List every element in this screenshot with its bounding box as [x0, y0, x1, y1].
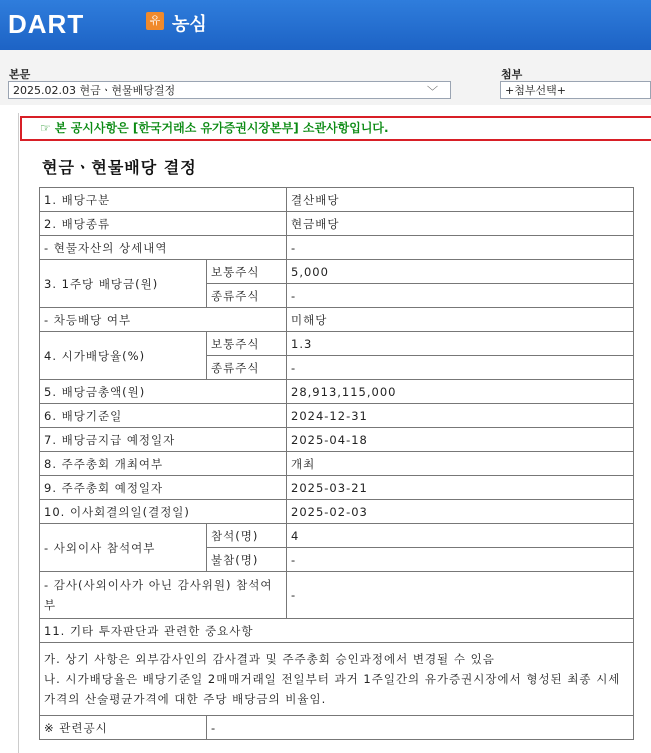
body-select[interactable]: [8, 81, 451, 99]
row-sublabel: 보통주식: [207, 332, 287, 356]
doc-title: 현금ㆍ현물배당 결정: [42, 158, 197, 177]
notice-banner: ☞ 본 공시사항은 [한국거래소 유가증권시장본부] 소관사항입니다.: [20, 116, 651, 141]
table-row: [40, 572, 634, 619]
row-value: 4: [287, 524, 634, 548]
row-label: - 현물자산의 상세내역: [40, 236, 287, 260]
row-value: -: [287, 356, 634, 380]
table-row: [40, 716, 634, 740]
table-row: [40, 212, 634, 236]
note-line: 나. 시가배당율은 배당기준일 2매매거래일 전일부터 과거 1주일간의 유가증권시장에서 형성된 최종 시세가격의 산술평균가격에 대한 주당 배당금의 비율임.: [44, 672, 621, 706]
row-label: - 차등배당 여부: [40, 308, 287, 332]
row-label: 4. 시가배당율(%): [40, 332, 207, 380]
dart-logo[interactable]: [8, 9, 84, 40]
row-label: 5. 배당금총액(원): [40, 380, 287, 404]
table-row: [40, 643, 634, 716]
table-row: [40, 524, 634, 548]
table-row: [40, 404, 634, 428]
notes-cell: [40, 643, 634, 716]
row-label: - 사외이사 참석여부: [40, 524, 207, 572]
top-bar: [0, 0, 651, 50]
row-value: 5,000: [287, 260, 634, 284]
row-label: 6. 배당기준일: [40, 404, 287, 428]
row-label: 7. 배당금지급 예정일자: [40, 428, 287, 452]
row-value: 2025-04-18: [287, 428, 634, 452]
row-value: 개최: [287, 452, 634, 476]
chevron-down-icon: ﹀: [427, 85, 438, 98]
table-row: [40, 188, 634, 212]
row-value: 2025-03-21: [287, 476, 634, 500]
table-row: [40, 619, 634, 643]
row-value: 1.3: [287, 332, 634, 356]
attach-select[interactable]: [500, 81, 651, 99]
row-value: -: [287, 572, 634, 619]
row-label: - 감사(사외이사가 아닌 감사위원) 참석여부: [40, 572, 287, 619]
attach-select-value: +첨부선택+: [505, 84, 566, 97]
row-value: -: [207, 716, 634, 740]
row-sublabel: 참석(명): [207, 524, 287, 548]
body-select-value: 2025.02.03 현금ㆍ현물배당결정: [13, 84, 176, 97]
table-row: [40, 452, 634, 476]
logo-text: DART: [8, 9, 85, 39]
row-value: -: [287, 284, 634, 308]
note-line: 가. 상기 사항은 외부감사인의 감사결과 및 주주총회 승인과정에서 변경될 수 있음: [44, 652, 495, 666]
row-value: 28,913,115,000: [287, 380, 634, 404]
row-label: 2. 배당종류: [40, 212, 287, 236]
row-value: 2024-12-31: [287, 404, 634, 428]
row-value: -: [287, 548, 634, 572]
table-row: [40, 500, 634, 524]
table-row: [40, 308, 634, 332]
row-sublabel: 보통주식: [207, 260, 287, 284]
table-row: [40, 260, 634, 284]
row-label: 11. 기타 투자판단과 관련한 중요사항: [40, 619, 634, 643]
row-value: 2025-02-03: [287, 500, 634, 524]
table-row: [40, 476, 634, 500]
table-row: [40, 236, 634, 260]
row-label: 1. 배당구분: [40, 188, 287, 212]
row-value: 결산배당: [287, 188, 634, 212]
row-label: 3. 1주당 배당금(원): [40, 260, 207, 308]
row-label: 9. 주주총회 예정일자: [40, 476, 287, 500]
row-label: ※ 관련공시: [40, 716, 207, 740]
dividend-table: [39, 187, 634, 740]
table-row: [40, 380, 634, 404]
row-value: -: [287, 236, 634, 260]
table-row: [40, 332, 634, 356]
attach-label: 첨부: [501, 68, 523, 81]
row-label: 10. 이사회결의일(결정일): [40, 500, 287, 524]
row-value: 현금배당: [287, 212, 634, 236]
body-label: 본문: [9, 68, 31, 81]
row-label: 8. 주주총회 개최여부: [40, 452, 287, 476]
row-sublabel: 종류주식: [207, 356, 287, 380]
row-sublabel: 종류주식: [207, 284, 287, 308]
document-toolbar: [0, 50, 651, 105]
table-row: [40, 428, 634, 452]
row-sublabel: 불참(명): [207, 548, 287, 572]
market-badge: 유: [146, 12, 164, 30]
company-name: 농심: [172, 14, 207, 35]
row-value: 미해당: [287, 308, 634, 332]
